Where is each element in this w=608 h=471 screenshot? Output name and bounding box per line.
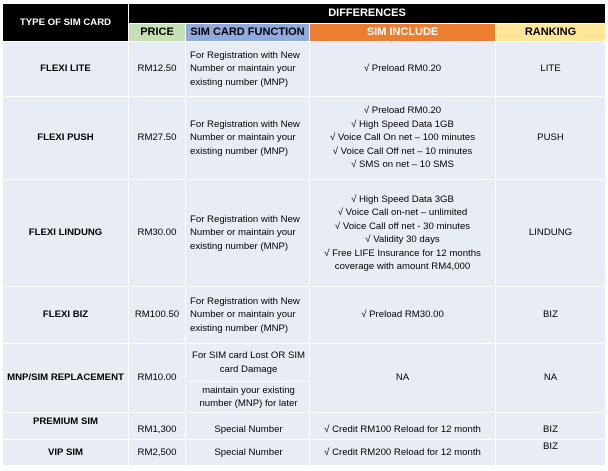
- include-line: √ Voice Call On net – 100 minutes: [330, 132, 475, 144]
- row-function: [186, 180, 310, 287]
- include-line: √ Voice Call on-net – unlimited: [337, 207, 468, 218]
- row-price: RM12.50: [129, 42, 186, 97]
- row-price: RM30.00: [129, 180, 186, 287]
- table-row: [3, 440, 606, 466]
- row-function: [186, 287, 310, 344]
- header-type-of-sim-card: TYPE OF SIM CARD: [3, 4, 129, 42]
- function-line: Number or maintain your: [190, 63, 296, 75]
- include-line: √ Preload RM30.00: [361, 309, 444, 321]
- function-line: existing number (MNP): [190, 145, 289, 157]
- row-type: PREMIUM SIM: [3, 413, 129, 440]
- header-ranking: RANKING: [496, 24, 606, 42]
- header-sim-include: SIM INCLUDE: [310, 24, 496, 42]
- function-line: Number or maintain your: [190, 132, 296, 144]
- function-line: existing number (MNP): [190, 76, 289, 88]
- function-line: maintain your existing: [202, 384, 295, 396]
- function-line: For SIM card Lost OR SIM: [191, 350, 306, 361]
- row-ranking: BIZ: [496, 413, 606, 440]
- function-line: number (MNP) for later: [199, 398, 298, 409]
- row-ranking: LINDUNG: [496, 180, 606, 287]
- function-line: existing number (MNP): [190, 240, 289, 252]
- table-row: [3, 180, 606, 287]
- row-price: RM2,500: [129, 440, 186, 466]
- function-line: card Damage: [219, 363, 278, 375]
- function-line: Special Number: [214, 446, 283, 458]
- row-type: FLEXI LINDUNG: [3, 180, 129, 287]
- include-line: coverage with amount RM4,000: [334, 261, 471, 272]
- row-type: FLEXI BIZ: [3, 287, 129, 344]
- include-line: √ SMS on net – 10 SMS: [351, 159, 454, 171]
- row-include: [310, 413, 496, 440]
- header-differences: DIFFERENCES: [129, 4, 606, 24]
- table-row: [3, 287, 606, 344]
- row-ranking: BIZ: [496, 287, 606, 344]
- include-line: √ Preload RM0.20: [363, 105, 442, 117]
- row-type: FLEXI LITE: [3, 42, 129, 97]
- include-line: √ Validity 30 days: [365, 234, 440, 245]
- function-line: Number or maintain your: [190, 309, 296, 321]
- include-line: √ Voice Call off net - 30 minutes: [334, 220, 471, 232]
- row-ranking: LITE: [496, 42, 606, 97]
- function-line: For Registration with New: [190, 213, 300, 225]
- table-row: [3, 97, 606, 180]
- row-function: [186, 42, 310, 97]
- row-type: MNP/SIM REPLACEMENT: [3, 344, 129, 413]
- include-line: √ Preload RM0.20: [363, 63, 442, 75]
- row-price: RM1,300: [129, 413, 186, 440]
- row-function: [186, 413, 310, 440]
- row-function: [186, 440, 310, 466]
- row-function: [186, 97, 310, 180]
- row-type: FLEXI PUSH: [3, 97, 129, 180]
- include-line: √ Free LIFE Insurance for 12 months: [324, 247, 481, 259]
- row-include: [310, 180, 496, 287]
- sim-comparison-table: [2, 3, 606, 466]
- include-line: √ Credit RM100 Reload for 12 month: [324, 423, 481, 435]
- row-ranking: BIZ: [496, 440, 606, 466]
- header-price: PRICE: [129, 24, 186, 42]
- row-include: [310, 97, 496, 180]
- row-include: [310, 42, 496, 97]
- row-price: RM100.50: [129, 287, 186, 344]
- include-line: √ Credit RM200 Reload for 12 month: [324, 446, 481, 458]
- header-sim-card-function: SIM CARD FUNCTION: [186, 24, 310, 42]
- function-line: For Registration with New: [190, 118, 300, 130]
- include-line: √ High Speed Data 3GB: [351, 193, 454, 205]
- table-row: [3, 42, 606, 97]
- include-line: NA: [395, 372, 410, 384]
- function-line: For Registration with New: [190, 49, 300, 61]
- row-ranking: PUSH: [496, 97, 606, 180]
- function-line: existing number (MNP): [190, 322, 289, 334]
- include-line: √ Voice Call Off net – 10 minutes: [332, 145, 473, 157]
- row-price: RM27.50: [129, 97, 186, 180]
- function-line: Special Number: [214, 423, 283, 435]
- row-include: [310, 287, 496, 344]
- row-price: RM10.00: [129, 344, 186, 413]
- function-line: Number or maintain your: [190, 227, 296, 239]
- include-line: √ High Speed Data 1GB: [351, 118, 454, 130]
- row-function-top: [186, 344, 310, 382]
- function-line: For Registration with New: [190, 295, 300, 307]
- row-include: [310, 344, 496, 413]
- table-row: [3, 413, 606, 440]
- row-ranking: NA: [496, 344, 606, 413]
- row-function-bottom: [186, 382, 310, 413]
- row-include: [310, 440, 496, 466]
- row-type: VIP SIM: [3, 440, 129, 466]
- table-row: [3, 344, 606, 382]
